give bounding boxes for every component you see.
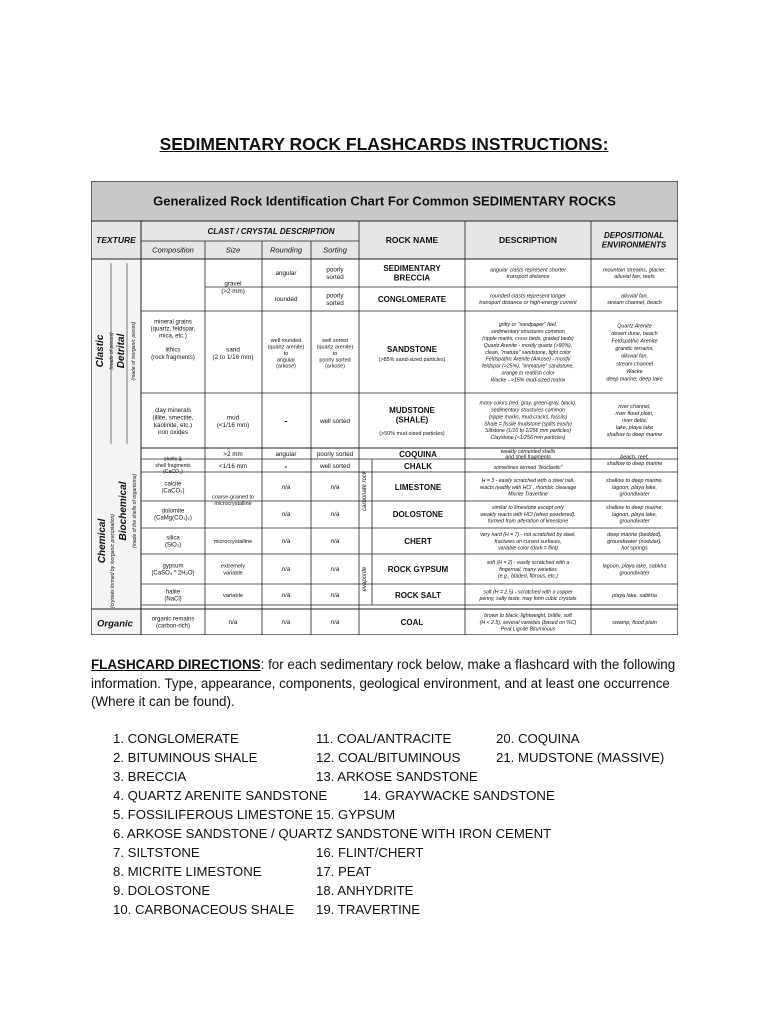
sorting-na: n/a <box>330 484 340 492</box>
composition-silica: silica (SiO₂) <box>164 535 182 549</box>
header-environments: DEPOSITIONAL ENVIRONMENTS <box>601 231 667 250</box>
rock-chert: CHERT <box>404 536 432 546</box>
rock-sandstone: SANDSTONE <box>386 344 438 354</box>
list-item: 13. ARKOSE SANDSTONE <box>316 769 478 784</box>
list-item: 6. ARKOSE SANDSTONE / QUARTZ SANDSTONE WITH IRON CEMENT <box>113 826 552 841</box>
desc-coquina: weakly cemented shells and shell fragments <box>500 449 556 461</box>
rounding-na: n/a <box>281 511 291 519</box>
list-item: 10. CARBONACEOUS SHALE <box>113 902 295 917</box>
composition-dolomite: dolomite (CaMg(CO₃)₂) <box>154 508 192 522</box>
rounding-na: n/a <box>281 484 291 492</box>
size-coquina: >2 mm <box>223 451 243 459</box>
list-item: 18. ANHYDRITE <box>316 883 414 898</box>
list-item: 21. MUDSTONE (MASSIVE) <box>496 750 665 765</box>
rock-coal: COAL <box>400 617 424 627</box>
sorting-chalk: well sorted <box>319 463 351 471</box>
list-item: 5. FOSSILIFEROUS LIMESTONE <box>113 807 313 822</box>
rounding-sandstone: well rounded (quartz arenite) to angular (arkose) <box>267 338 305 370</box>
composition-calcite: calcite (CaCO₃) <box>161 481 185 495</box>
list-item: 15. GYPSUM <box>316 807 396 822</box>
env-breccia: mountain streams, glacier, alluvial fan, reefs <box>603 267 666 281</box>
chemical-label: Chemical <box>97 518 108 564</box>
list-item: 16. FLINT/CHERT <box>316 845 424 860</box>
rock-chart-svg <box>91 181 678 635</box>
clastic-note: (made of pieces) <box>109 332 115 370</box>
size-mud: mud (<1/16 mm) <box>216 414 250 429</box>
env-mudstone: river channel, river flood plain, river delta, lake, playa lake shallow to deep marine <box>606 403 663 438</box>
rock-breccia: SEDIMENTARY BRECCIA <box>383 264 441 283</box>
rock-limestone: LIMESTONE <box>394 482 442 492</box>
rock-coquina: COQUINA <box>399 449 437 459</box>
header-sorting: Sorting <box>323 245 347 255</box>
desc-conglomerate: rounded clasts represent longer transport distance or high-energy current <box>479 293 577 307</box>
organic-label: Organic <box>97 618 133 630</box>
rounding-conglomerate: rounded <box>274 296 298 304</box>
desc-sandstone: gritty or "sandpaper" feel, sedimentary structures common (ripple marks, cross beds, graded beds) Quartz Arenite - mostly quartz (>90%), clean, "mature" sandstone, light color Feldspathic Arenite (Arkose) - mostly feldspar (>25%), "immature" sandstone, orange to reddish color Wacke - >15% mud-sized matrix <box>482 322 574 384</box>
rock-gypsum: ROCK GYPSUM <box>387 564 449 574</box>
size-coal: n/a <box>228 619 238 627</box>
size-gypsum: extremely variable <box>220 563 246 577</box>
clastic-label: Clastic <box>95 334 106 368</box>
list-item: 4. QUARTZ ARENITE SANDSTONE <box>113 788 328 803</box>
rounding-chalk: - <box>284 461 288 471</box>
carbonate-label: carbonate rock <box>362 471 368 511</box>
size-coarse: coarse-grained to microcrystalline <box>212 494 254 508</box>
sorting-mudstone: well sorted <box>319 418 351 426</box>
list-item: 19. TRAVERTINE <box>316 902 421 917</box>
header-composition: Composition <box>152 245 194 255</box>
sorting-na: n/a <box>330 511 340 519</box>
desc-chert: very hard (H = 7) - not scratched by steel, fractures on curved surfaces, variable color (dark = flint) <box>480 532 576 552</box>
env-limestone: shallow to deep marine, lagoon, playa lake, groundwater <box>606 478 663 498</box>
size-sand: sand (2 to 1/16 mm) <box>212 346 254 361</box>
env-dolostone: shallow to deep marine, lagoon, playa lake, groundwater <box>606 505 663 525</box>
desc-breccia: angular clasts represent shorter transport distance <box>490 267 566 281</box>
size-halite: variable <box>222 593 244 600</box>
desc-mudstone: many colors (red, gray, green-gray, black), sedimentary structures common (ripple marks, mud cracks, fossils) Shale = fissile mudstone (splits easily) Siltstone (1/16 to 1/256 mm particles) Claystone (<1/256 mm particles) <box>479 400 577 442</box>
header-texture: TEXTURE <box>96 234 136 245</box>
biochemical-note: (made of the shells of organisms) <box>132 474 138 548</box>
rock-chalk: CHALK <box>404 461 432 471</box>
list-item: 14. GRAYWACKE SANDSTONE <box>363 788 555 803</box>
header-rock-name: ROCK NAME <box>385 234 439 245</box>
chart-heading: Generalized Rock Identification Chart For Common SEDIMENTARY ROCKS <box>153 193 616 209</box>
page-title: SEDIMENTARY ROCK FLASHCARDS INSTRUCTIONS: <box>159 134 609 154</box>
rounding-na: n/a <box>281 592 291 600</box>
list-item: 7. SILTSTONE <box>113 845 200 860</box>
list-item: 20. COQUINA <box>496 731 580 746</box>
list-item: 9. DOLOSTONE <box>113 883 211 898</box>
env-coquina: beach, reef, shallow to deep marine <box>606 454 663 468</box>
composition-organic: organic remains (carbon-rich) <box>151 616 195 630</box>
rounding-mudstone: - <box>284 416 288 427</box>
rock-list <box>113 731 693 931</box>
rounding-na: n/a <box>281 538 291 546</box>
size-gravel: gravel (>2 mm) <box>221 280 245 295</box>
desc-coal: brown to black, lightweight, brittle, soft (H < 2.5), several varieties (based on %C) Peat Lignite Bituminous <box>479 613 577 633</box>
biochemical-label: Biochemical <box>118 481 129 541</box>
header-description: DESCRIPTION <box>498 234 558 245</box>
rock-mudstone-note: (>50% mud-sized particles) <box>379 430 445 437</box>
rounding-coquina: angular <box>275 451 297 459</box>
composition-mud: clay minerals (illite, smectite, kaolinite, etc.) iron oxides <box>152 407 194 437</box>
sorting-na: n/a <box>330 619 340 627</box>
env-sandstone: Quartz Arenite desert dune, beach Feldspathic Arenite granitic terrains, alluvial fan, stream channel Wacke deep marine, deep lake <box>606 323 663 383</box>
sorting-conglomerate: poorly sorted <box>326 292 344 307</box>
rock-salt: ROCK SALT <box>394 590 442 600</box>
sorting-sandstone: well sorted (quartz arenite) to poorly sorted (arkose) <box>316 338 354 370</box>
env-gypsum: lagoon, playa lake, sabkha groundwater <box>602 563 667 577</box>
header-clast: CLAST / CRYSTAL DESCRIPTION <box>207 226 335 236</box>
composition-shells: shells & shell fragments (CaCO₃) <box>155 456 191 475</box>
list-item: 12. COAL/BITUMINOUS <box>316 750 461 765</box>
rock-sandstone-note: (>85% sand-sized particles) <box>378 356 446 363</box>
env-coal: swamp, flood plain <box>612 619 657 626</box>
env-chert: deep marine (bedded), groundwater (nodular), hot springs <box>607 532 662 552</box>
list-item: 8. MICRITE LIMESTONE <box>113 864 262 879</box>
header-rounding: Rounding <box>269 245 303 255</box>
rock-dolostone: DOLOSTONE <box>392 509 444 519</box>
detrital-note: (made of inorganic pieces) <box>131 321 137 381</box>
detrital-label: Detrital <box>116 333 127 369</box>
desc-chalk: sometimes termed "bioclastic" <box>493 464 563 471</box>
rock-conglomerate: CONGLOMERATE <box>377 294 447 304</box>
env-conglomerate: alluvial fan, stream channel, beach <box>607 293 662 307</box>
composition-clastic: mineral grains (quartz, feldspar, mica, etc.) lithics (rock fragments) <box>150 319 196 361</box>
desc-salt: soft (H = 2.5) - scratched with a copper penny, salty taste, may form cubic crystals <box>479 589 577 603</box>
list-item: 1. CONGLOMERATE <box>113 731 239 746</box>
size-chalk: <1/16 mm <box>218 463 248 471</box>
list-item: 2. BITUMINOUS SHALE <box>113 750 258 765</box>
sorting-coquina: poorly sorted <box>316 451 354 459</box>
composition-halite: halite (NaCl) <box>164 589 182 603</box>
env-salt: playa lake, sabkha <box>612 592 657 599</box>
desc-gypsum: soft (H = 2) - easily scratched with a fingernail, many varieties (e.g., bladed, fibrous, etc.) <box>486 560 570 580</box>
sorting-na: n/a <box>330 592 340 600</box>
rounding-na: n/a <box>281 619 291 627</box>
directions-lead: FLASHCARD DIRECTIONS <box>91 657 261 672</box>
desc-limestone: H = 3 - easily scratched with a steel nail, reacts readily with HCl , rhombic cleavage Micrite Travertine <box>479 478 577 498</box>
sorting-breccia: poorly sorted <box>326 266 344 281</box>
texture-column-bg <box>91 259 141 635</box>
chemical-note: (crystals formed by inorganic precipitation) <box>110 514 116 608</box>
sorting-na: n/a <box>330 538 340 546</box>
evaporite-label: evaporite <box>362 566 368 592</box>
directions-text: : for each sedimentary rock below, make a flashcard with the following information. Type, appearance, components, geological environment, and at least one occurrence (Where it can be found). <box>91 657 676 710</box>
flashcard-directions <box>91 656 691 712</box>
rock-mudstone: MUDSTONE (SHALE) <box>389 406 435 425</box>
desc-dolostone: similar to limestone except only weakly reacts with HCl (when powdered), formed from alteration of limestone <box>480 505 576 525</box>
rounding-na: n/a <box>281 566 291 574</box>
list-item: 3. BRECCIA <box>113 769 187 784</box>
size-micro: microcrystalline <box>213 538 253 545</box>
composition-gypsum: gypsum (CaSO₄ * 2H₂O) <box>151 563 195 577</box>
rock-identification-chart <box>91 181 678 635</box>
rounding-breccia: angular <box>275 270 297 278</box>
list-item: 17. PEAT <box>316 864 372 879</box>
sorting-na: n/a <box>330 566 340 574</box>
header-size: Size <box>225 245 241 255</box>
list-item: 11. COAL/ANTRACITE <box>316 731 452 746</box>
